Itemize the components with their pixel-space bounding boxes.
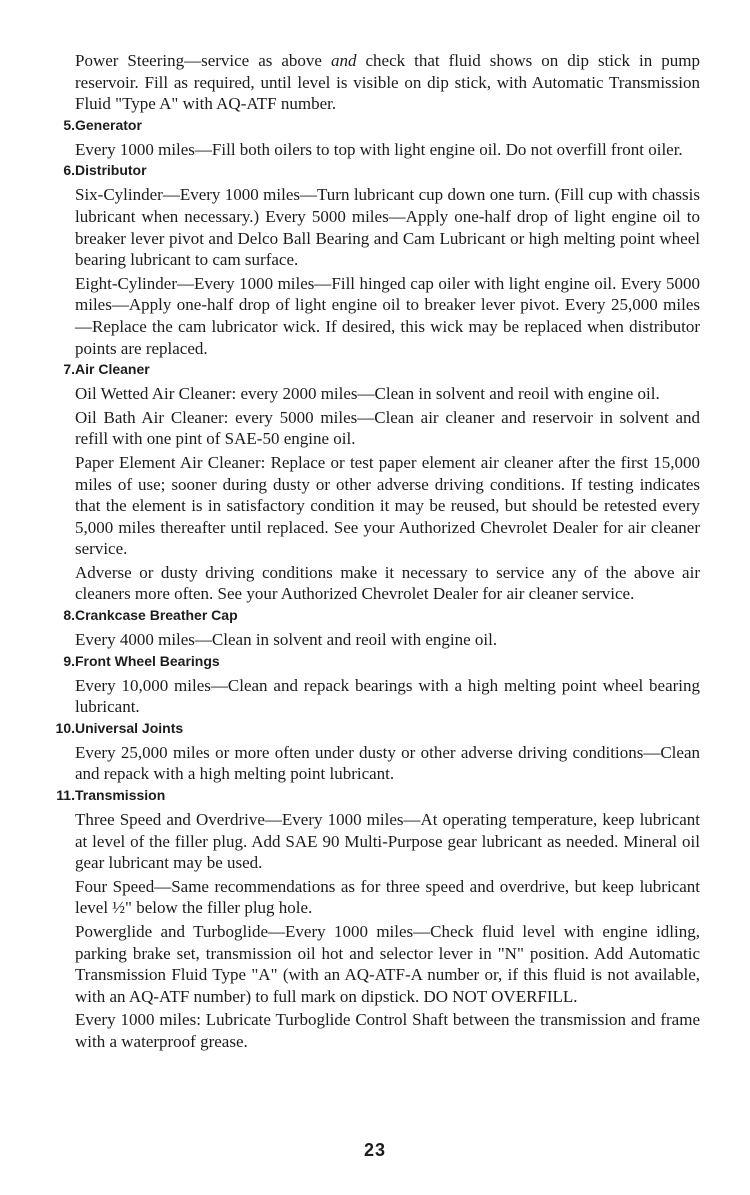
section-paragraph: Every 1000 miles—Fill both oilers to top with light engine oil. Do not overfill front oiler. [75,139,683,159]
section-universal-joints [40,720,700,785]
section-paragraph: Oil Wetted Air Cleaner: every 2000 miles—Clean in solvent and reoil with engine oil. [75,384,660,404]
section-title: Crankcase Breather Cap [75,607,238,624]
section-paragraph: Three Speed and Overdrive—Every 1000 miles—At operating temperature, keep lubricant at level of the filler plug. Add SAE 90 Multi-Purpose gear lubricant as needed. Mineral oil gear lubricant may be used. [75,810,700,873]
power-steering-intro [40,50,700,115]
section-paragraph: Every 25,000 miles or more often under dusty or other adverse driving conditions—Clean and repack with a high melting point lubricant. [75,742,700,784]
section-paragraph: Every 1000 miles: Lubricate Turboglide Control Shaft between the transmission and frame with a waterproof grease. [75,1010,700,1051]
section-title: Air Cleaner [75,361,150,378]
section-paragraph: Adverse or dusty driving conditions make it necessary to service any of the above air cleaners more often. See your Authorized Chevrolet Dealer for air cleaner service. [75,562,700,604]
section-paragraph: Eight-Cylinder—Every 1000 miles—Fill hinged cap oiler with light engine oil. Every 5000 miles—Apply one-half drop of light engine oil to breaker lever pivot. Every 25,000 miles—Replace the cam lubricator wick. If desired, this wick may be replaced when distributor points are replaced. [75,273,700,358]
section-heading [40,162,700,184]
section-number: 8. [63,607,75,624]
section-distributor [40,162,700,359]
intro-paragraph [75,50,700,115]
section-paragraph: Six-Cylinder—Every 1000 miles—Turn lubricant cup down one turn. (Fill cup with chassis lubricant when necessary.) Every 5000 miles—Apply one-half drop of light engine oil to breaker lever pivot and Delco Ball Bearing and Cam Lubricant or high melting point wheel bearing lubricant to cam surface. [75,185,700,270]
section-number: 10. [55,719,75,736]
page-content [40,50,700,1055]
section-paragraph: Four Speed—Same recommendations as for three speed and overdrive, but keep lubricant level ½" below the filler plug hole. [75,876,700,918]
intro-text-after: check that fluid shows on dip stick in pump reservoir. Fill as required, until level is visible on dip stick, with Automatic Transmission Fluid "Type A" with AQ-ATF number. [75,51,700,114]
section-heading [40,787,700,809]
intro-text-before: Power Steering—service as above [75,51,331,70]
section-heading [40,720,700,742]
section-heading [40,607,700,629]
section-front-wheel-bearings [40,653,700,718]
section-title: Front Wheel Bearings [75,652,220,669]
section-crankcase-breather-cap [40,607,700,651]
section-paragraph: Every 10,000 miles—Clean and repack bearings with a high melting point wheel bearing lubricant. [75,675,700,717]
section-air-cleaner [40,361,700,605]
section-number: 9. [63,652,75,669]
section-title: Transmission [75,787,166,804]
section-number: 6. [63,162,75,179]
section-title: Generator [75,116,142,133]
page-number: 23 [363,1140,387,1160]
section-paragraph: Oil Bath Air Cleaner: every 5000 miles—Clean air cleaner and reservoir in solvent and refill with one pint of SAE-50 engine oil. [75,407,700,449]
section-paragraph: Paper Element Air Cleaner: Replace or test paper element air cleaner after the first 15,000 miles of use; sooner during dusty or other adverse driving conditions. If testing indicates that the element is in satisfactory condition it may be reused, but should be retested every 5,000 miles thereafter until replaced. See your Authorized Chevrolet Dealer for air cleaner service. [75,452,700,559]
section-transmission [40,787,700,1053]
section-number: 7. [63,361,75,378]
intro-emphasis: and [330,51,357,70]
section-number: 5. [63,116,75,133]
section-heading [40,653,700,675]
section-generator [40,117,700,161]
section-heading [40,361,700,383]
section-paragraph: Every 4000 miles—Clean in solvent and reoil with engine oil. [75,630,498,650]
section-heading [40,117,700,139]
section-title: Distributor [75,162,147,179]
section-title: Universal Joints [75,719,184,736]
section-number: 11. [56,787,75,804]
section-paragraph: Powerglide and Turboglide—Every 1000 miles—Check fluid level with engine idling, parking brake set, transmission oil hot and selector lever in "N" position. Add Automatic Transmission Fluid Type "A" (with an AQ-ATF-A number or, if this fluid is not available, with an AQ-ATF number) to full mark on dipstick. DO NOT OVERFILL. [75,922,700,1006]
